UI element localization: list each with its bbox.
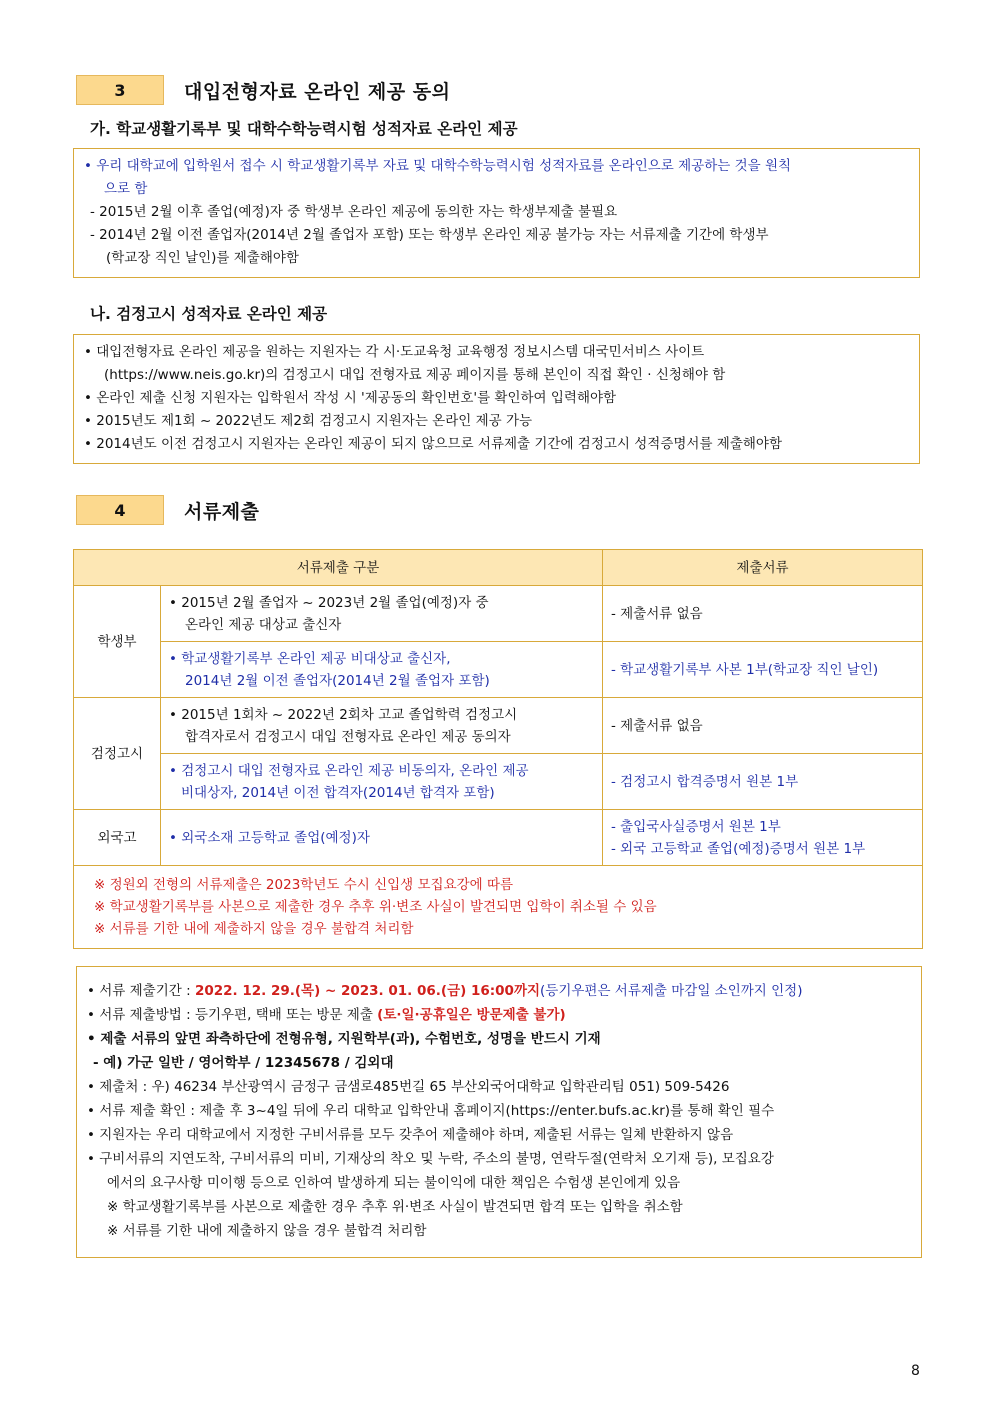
section-4-header (76, 495, 259, 525)
page-number: 8 (911, 1363, 920, 1379)
table-header-row (74, 550, 923, 586)
sub-a-box (73, 148, 920, 278)
table-row (74, 698, 923, 754)
sub-a-line-1: • 우리 대학교에 입학원서 접수 시 학교생활기록부 자료 및 대학수학능력시험 성적자료를 온라인으로 제공하는 것을 원칙 (84, 158, 792, 174)
cover-line: • 제출 서류의 앞면 좌측하단에 전형유형, 지원학부(과), 수험번호, 성명을 반드시 기재 (87, 1031, 601, 1047)
table-header-category: 서류제출 구분 (74, 550, 603, 586)
section-3-title: 대입전형자료 온라인 제공 동의 (184, 80, 451, 103)
sub-b-title: 나. 검정고시 성적자료 온라인 제공 (90, 305, 328, 323)
period-note: (등기우편은 서류제출 마감일 소인까지 인정) (540, 983, 803, 999)
group-foreign: 외국고 (74, 810, 161, 866)
section-3-header (76, 75, 450, 105)
sub-a-line-4: - 2014년 2월 이전 졸업자(2014년 2월 졸업자 포함) 또는 학생부 온라인 제공 불가능 자는 서류제출 기간에 학생부 (90, 227, 769, 243)
sub-b-line-4: • 2015년도 제1회 ~ 2022년도 제2회 검정고시 지원자는 온라인 제공 가능 (84, 413, 533, 429)
documents-table (73, 549, 923, 949)
responsibility-line-2: 에서의 요구사항 미이행 등으로 인하여 발생하게 되는 불이익에 대한 책임은 수험생 본인에게 있음 (107, 1175, 681, 1191)
sub-b-line-5: • 2014년도 이전 검정고시 지원자는 온라인 제공이 되지 않으므로 서류제출 기간에 검정고시 성적증명서를 제출해야함 (84, 436, 782, 452)
sub-a-title: 가. 학교생활기록부 및 대학수학능력시험 성적자료 온라인 제공 (90, 120, 518, 138)
confirm-line: • 서류 제출 확인 : 제출 후 3~4일 뒤에 우리 대학교 입학안내 홈페이지(https://enter.bufs.ac.kr)를 통해 확인 필수 (87, 1103, 775, 1119)
period-line: • 서류 제출기간 : 2022. 12. 29.(목) ~ 2023. 01. 06.(금) 16:00까지(등기우편은 서류제출 마감일 소인까지 인정) (87, 983, 803, 999)
sub-b-line-2: (https://www.neis.go.kr)의 검정고시 대입 전형자료 제공 페이지를 통해 본인이 직접 확인 · 신청해야 함 (104, 367, 726, 383)
row-4-doc: - 검정고시 합격증명서 원본 1부 (603, 754, 923, 810)
table-header-documents: 제출서류 (603, 550, 923, 586)
section-3-number: 3 (76, 75, 164, 105)
row-3-doc: - 제출서류 없음 (603, 698, 923, 754)
table-row (74, 754, 923, 810)
table-notes-row (74, 866, 923, 949)
method-line: • 서류 제출방법 : 등기우편, 택배 또는 방문 제출 (토·일·공휴일은 방문제출 불가) (87, 1007, 566, 1023)
row-3-desc: • 2015년 1회차 ~ 2022년 2회차 고교 졸업학력 검정고시 합격자로서 검정고시 대입 전형자료 온라인 제공 동의자 (161, 698, 603, 754)
address-line: • 제출처 : 우) 46234 부산광역시 금정구 금샘로485번길 65 부산외국어대학교 입학관리팀 051) 509-5426 (87, 1079, 730, 1095)
info-note-1: ※ 학교생활기록부를 사본으로 제출한 경우 추후 위·변조 사실이 발견되면 합격 또는 입학을 취소함 (107, 1199, 683, 1215)
row-2-desc: • 학교생활기록부 온라인 제공 비대상교 출신자, 2014년 2월 이전 졸업자(2014년 2월 졸업자 포함) (161, 642, 603, 698)
row-1-desc: • 2015년 2월 졸업자 ~ 2023년 2월 졸업(예정)자 중 온라인 제공 대상교 출신자 (161, 586, 603, 642)
row-5-desc: • 외국소재 고등학교 졸업(예정)자 (161, 810, 603, 866)
table-row (74, 642, 923, 698)
section-4-title: 서류제출 (184, 500, 260, 523)
sub-a-line-5: (학교장 직인 날인)를 제출해야함 (106, 250, 299, 266)
sub-b-line-3: • 온라인 제출 신청 지원자는 입학원서 작성 시 '제공동의 확인번호'를 확인하여 입력해야함 (84, 390, 617, 406)
row-2-doc: - 학교생활기록부 사본 1부(학교장 직인 날인) (603, 642, 923, 698)
responsibility-line-1: • 구비서류의 지연도착, 구비서류의 미비, 기재상의 착오 및 누락, 주소의 불명, 연락두절(연락처 오기재 등), 모집요강 (87, 1151, 774, 1167)
method-note: (토·일·공휴일은 방문제출 불가) (377, 1007, 566, 1023)
sub-a-line-2: 으로 함 (104, 181, 148, 197)
return-line: • 지원자는 우리 대학교에서 지정한 구비서류를 모두 갖추어 제출해야 하며, 제출된 서류는 일체 반환하지 않음 (87, 1127, 734, 1143)
sub-b-line-1: • 대입전형자료 온라인 제공을 원하는 지원자는 각 시·도교육청 교육행정 정보시스템 대국민서비스 사이트 (84, 344, 705, 360)
sub-b-box (73, 334, 920, 464)
table-row (74, 810, 923, 866)
info-note-2: ※ 서류를 기한 내에 제출하지 않을 경우 불합격 처리함 (107, 1223, 427, 1239)
row-1-doc: - 제출서류 없음 (603, 586, 923, 642)
table-notes: ※ 정원외 전형의 서류제출은 2023학년도 수시 신입생 모집요강에 따름 ※ 학교생활기록부를 사본으로 제출한 경우 추후 위·변조 사실이 발견되면 입학이 취소될 수 있음 ※ 서류를 기한 내에 제출하지 않을 경우 불합격 처리함 (74, 866, 923, 949)
period-value: 2022. 12. 29.(목) ~ 2023. 01. 06.(금) 16:00까지 (194, 983, 541, 999)
group-student: 학생부 (74, 586, 161, 698)
table-row (74, 586, 923, 642)
row-4-desc: • 검정고시 대입 전형자료 온라인 제공 비동의자, 온라인 제공 비대상자, 2014년 이전 합격자(2014년 합격자 포함) (161, 754, 603, 810)
row-5-doc: - 출입국사실증명서 원본 1부 - 외국 고등학교 졸업(예정)증명서 원본 1부 (603, 810, 923, 866)
sub-a-line-3: - 2015년 2월 이후 졸업(예정)자 중 학생부 온라인 제공에 동의한 자는 학생부제출 불필요 (90, 204, 618, 220)
section-4-number: 4 (76, 495, 164, 525)
submission-info-box (76, 966, 922, 1258)
group-ged: 검정고시 (74, 698, 161, 810)
example-line: - 예) 가군 일반 / 영어학부 / 12345678 / 김외대 (93, 1055, 394, 1071)
